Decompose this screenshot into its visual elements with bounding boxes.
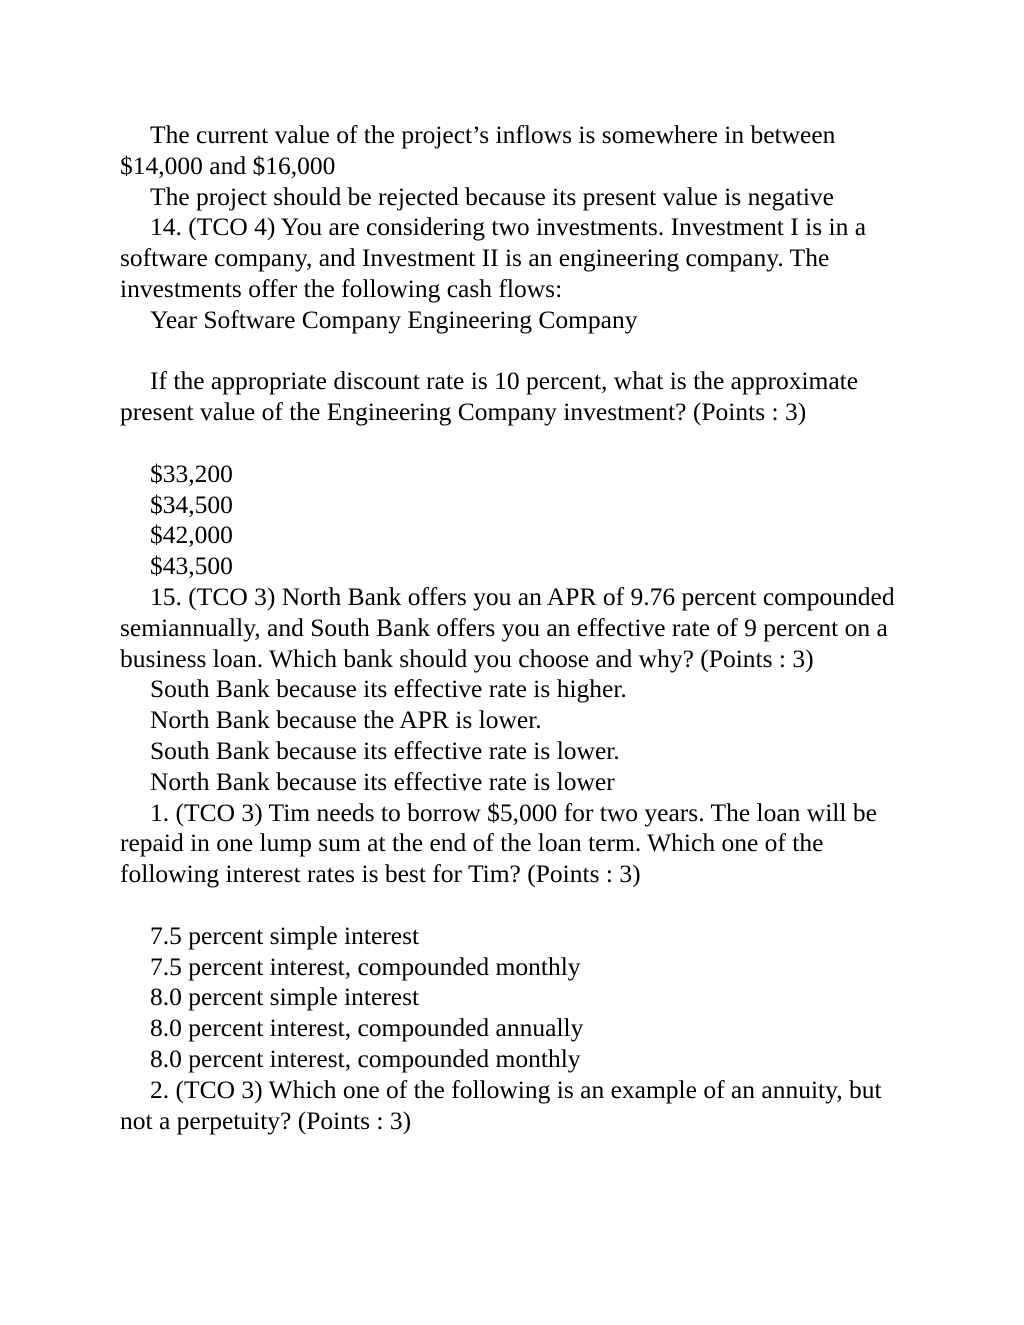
paragraph-project-rejected: The project should be rejected because its present value is negative xyxy=(150,181,834,211)
question-15: 15. (TCO 3) North Bank offers you an APR of 9.76 percent compounded semiannually, and South Bank offers you an effective rate of 9 percent on a business loan. Which bank should you choose and why? (Points : 3) xyxy=(120,581,895,673)
blank-line xyxy=(120,336,920,367)
answer-option: $34,500 xyxy=(150,489,233,519)
answer-option: North Bank because its effective rate is lower xyxy=(150,766,615,796)
question-14-prompt: If the appropriate discount rate is 10 percent, what is the approximate present value of the Engineering Company investment? (Points : 3) xyxy=(120,366,859,427)
blank-line xyxy=(120,428,920,459)
question-14: 14. (TCO 4) You are considering two investments. Investment I is in a software company, and Investment II is an engineering company. The investments offer the following cash flows: xyxy=(120,212,867,303)
answer-option: 8.0 percent interest, compounded monthly xyxy=(150,1043,581,1073)
answer-option: 8.0 percent simple interest xyxy=(150,982,420,1012)
question-2: 2. (TCO 3) Which one of the following is an example of an annuity, but not a perpetuity? (Points : 3) xyxy=(120,1074,882,1135)
cash-flow-table-header: Year Software Company Engineering Company xyxy=(150,304,638,334)
document-page xyxy=(120,120,920,1136)
answer-option: $43,500 xyxy=(150,551,233,581)
answer-option: 7.5 percent interest, compounded monthly xyxy=(150,951,581,981)
paragraph-inflows-value: The current value of the project’s inflows is somewhere in between $14,000 and $16,000 xyxy=(120,120,836,180)
answer-option: South Bank because its effective rate is higher. xyxy=(150,674,627,704)
question-1: 1. (TCO 3) Tim needs to borrow $5,000 for two years. The loan will be repaid in one lump sum at the end of the loan term. Which one of the following interest rates is best for Tim? (Points : 3) xyxy=(120,797,877,889)
answer-option: 8.0 percent interest, compounded annually xyxy=(150,1013,584,1043)
answer-option: $33,200 xyxy=(150,458,233,488)
answer-option: 7.5 percent simple interest xyxy=(150,920,420,950)
answer-option: North Bank because the APR is lower. xyxy=(150,705,542,735)
blank-line xyxy=(120,890,920,921)
answer-option: South Bank because its effective rate is lower. xyxy=(150,735,620,765)
answer-option: $42,000 xyxy=(150,520,233,550)
